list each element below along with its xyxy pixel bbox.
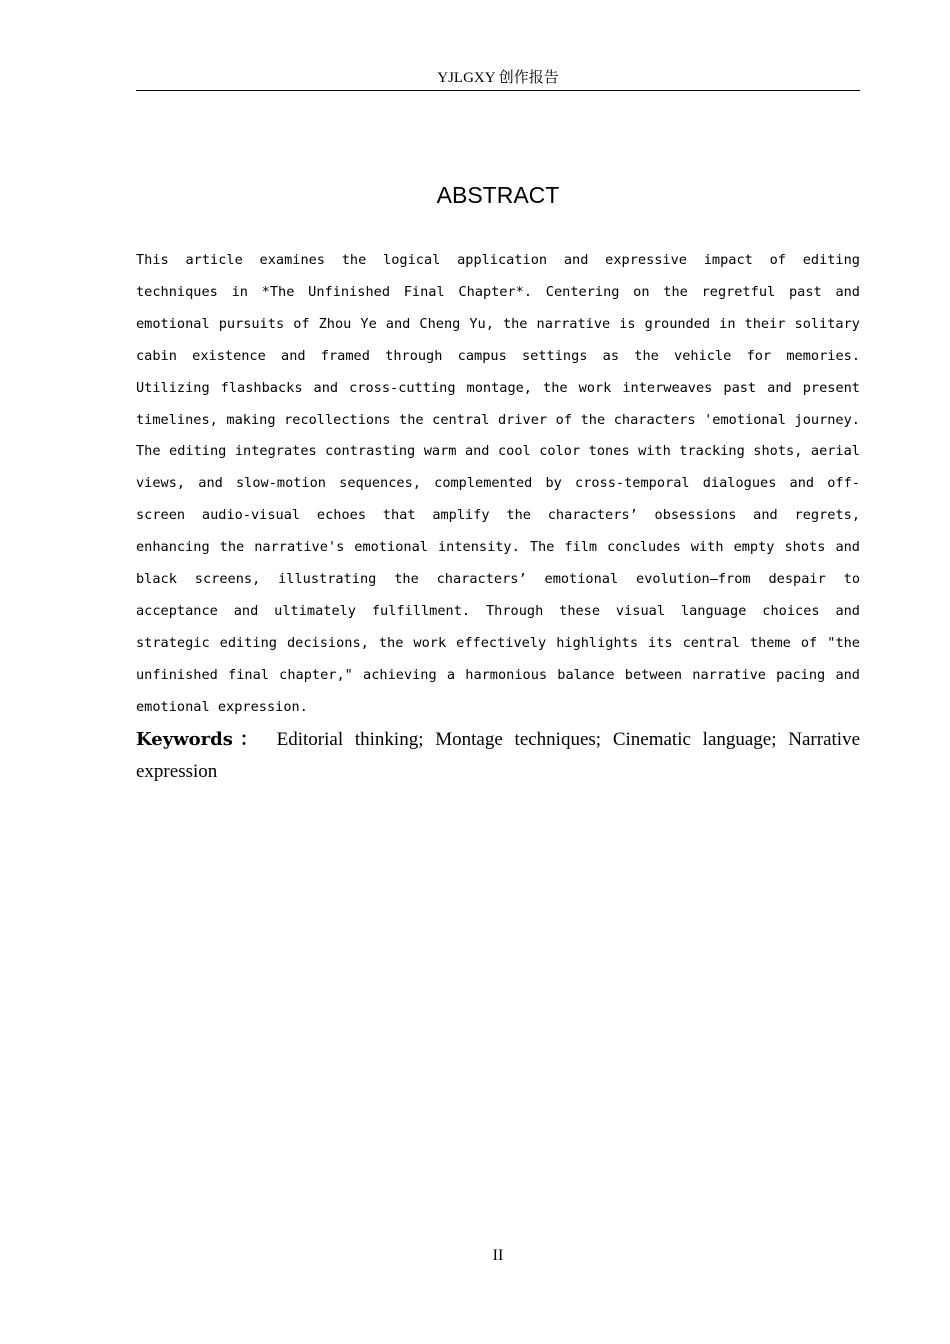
abstract-title: ABSTRACT: [436, 182, 560, 208]
abstract-body: This article examines the logical application and expressive impact of editing techniques in *The Unfinished Final Chapter*. Centering on the regretful past and emotional pursuits of Zhou Ye and Cheng Yu, the narrative is grounded in their solitary cabin existence and framed through campus settings as the vehicle for memories. Utilizing flashbacks and cross-cutting montage, the work interweaves past and present timelines, making recollections the central driver of the characters 'emotional journey. The editing integrates contrasting warm and cool color tones with tracking shots, aerial views, and slow-motion sequences, complemented by cross-temporal dialogues and off-screen audio-visual echoes that amplify the characters’ obsessions and regrets, enhancing the narrative's emotional intensity. The film concludes with empty shots and black screens, illustrating the characters’ emotional evolution—from despair to acceptance and ultimately fulfillment. Through these visual language choices and strategic editing decisions, the work effectively highlights its central theme of "the unfinished final chapter," achieving a harmonious balance between narrative pacing and emotional expression.: [136, 252, 860, 715]
keywords-text: Editorial thinking; Montage techniques; Cinematic language; Narrative expression: [136, 729, 861, 782]
running-header: YJLGXY 创作报告: [437, 70, 559, 86]
keywords-label: Keywords：: [136, 729, 265, 750]
header-rule: [136, 90, 860, 91]
keywords-paragraph: [136, 724, 860, 788]
page-number: II: [492, 1247, 504, 1264]
